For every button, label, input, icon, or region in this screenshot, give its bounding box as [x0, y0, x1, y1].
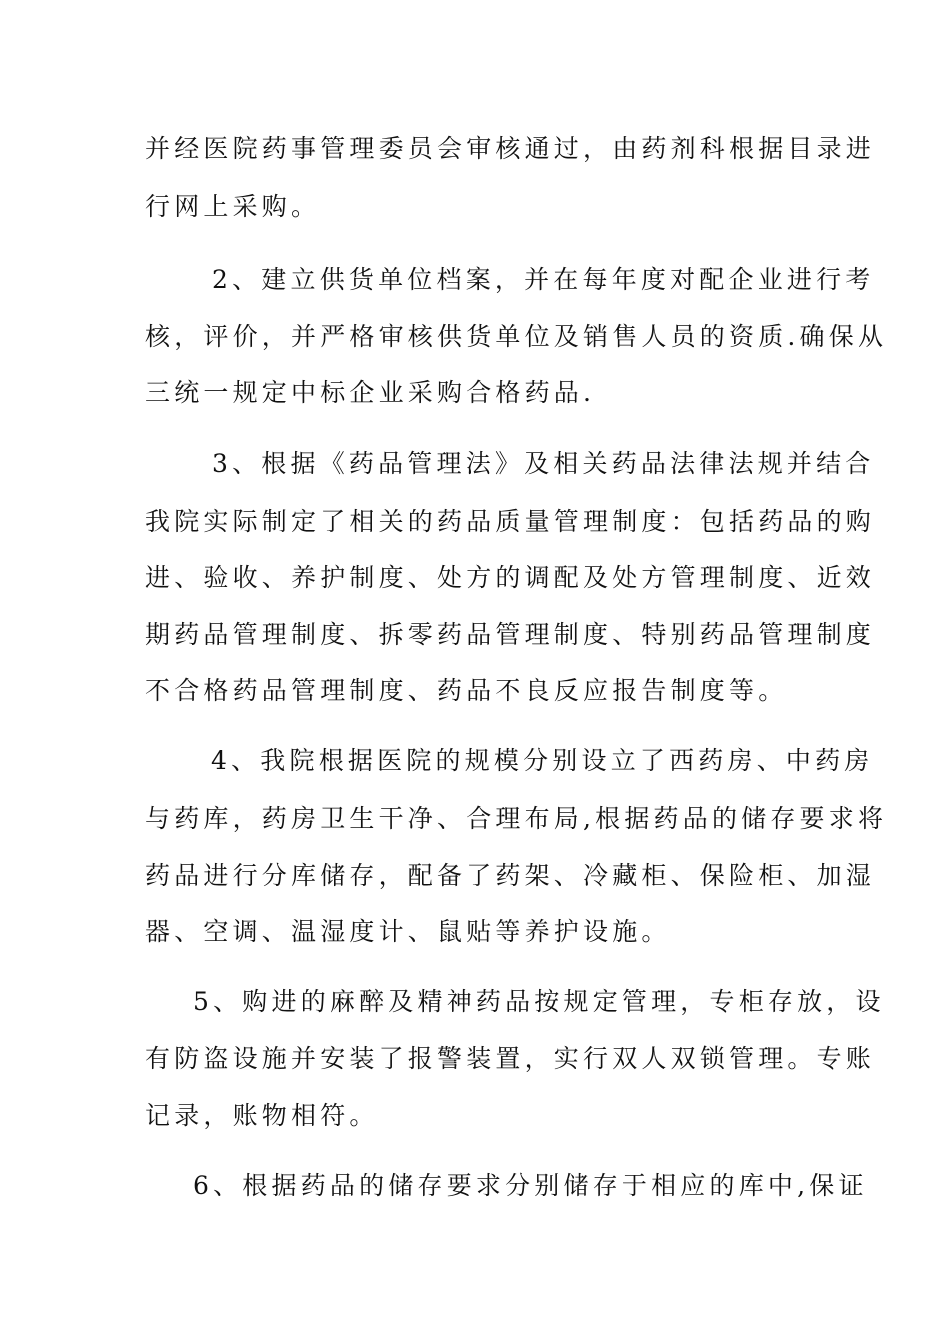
paragraph-4-line-4: 器、空调、温湿度计、鼠贴等养护设施。	[145, 917, 671, 946]
paragraph-1-line-1: 并经医院药事管理委员会审核通过，由药剂科根据目录进	[145, 134, 876, 163]
paragraph-6-line-1: 6、根据药品的储存要求分别储存于相应的库中,保证	[193, 1171, 868, 1200]
paragraph-4-line-3: 药品进行分库储存，配备了药架、冷藏柜、保险柜、加湿	[145, 861, 876, 890]
paragraph-3-line-4: 期药品管理制度、拆零药品管理制度、特别药品管理制度	[145, 620, 876, 649]
paragraph-5-line-3: 记录，账物相符。	[145, 1101, 379, 1130]
paragraph-2-line-3: 三统一规定中标企业采购合格药品.	[145, 378, 596, 407]
paragraph-3-line-1: 3、根据《药品管理法》及相关药品法律法规并结合	[212, 449, 875, 478]
paragraph-3-line-5: 不合格药品管理制度、药品不良反应报告制度等。	[145, 676, 788, 705]
paragraph-1-line-2: 行网上采购。	[145, 192, 321, 221]
paragraph-2-line-2: 核，评价，并严格审核供货单位及销售人员的资质.确保从	[145, 322, 888, 351]
paragraph-2-line-1: 2、建立供货单位档案，并在每年度对配企业进行考	[212, 265, 875, 294]
paragraph-5-line-1: 5、购进的麻醉及精神药品按规定管理，专柜存放，设	[193, 987, 885, 1016]
paragraph-3-line-2: 我院实际制定了相关的药品质量管理制度：包括药品的购	[145, 507, 876, 536]
paragraph-4-line-2: 与药库，药房卫生干净、合理布局,根据药品的储存要求将	[145, 804, 888, 833]
paragraph-5-line-2: 有防盗设施并安装了报警装置，实行双人双锁管理。专账	[145, 1044, 876, 1073]
paragraph-3-line-3: 进、验收、养护制度、处方的调配及处方管理制度、近效	[145, 563, 876, 592]
paragraph-4-line-1: 4、我院根据医院的规模分别设立了西药房、中药房	[211, 746, 874, 775]
